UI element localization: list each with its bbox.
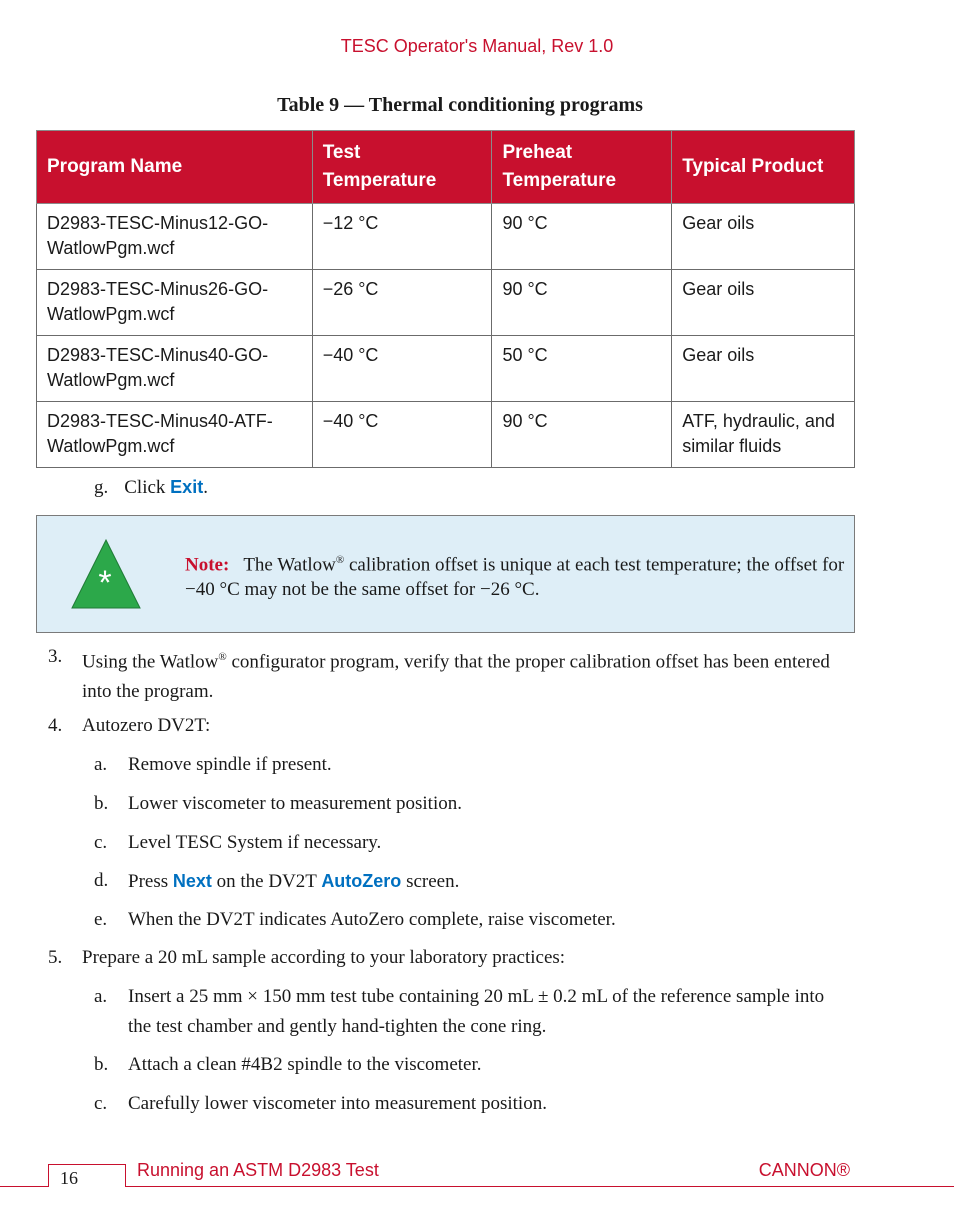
page-number: 16 (60, 1168, 78, 1188)
programs-table (36, 130, 855, 468)
substep-attach-spindle: Attach a clean #4B2 spindle to the viscometer. (128, 1054, 482, 1075)
substep-raise-viscometer: When the DV2T indicates AutoZero complete, raise viscometer. (128, 909, 616, 930)
note-body: The Watlow (243, 554, 336, 576)
step-marker: g. (94, 477, 109, 498)
note-callout (36, 515, 855, 633)
table-cell-program: D2983-TESC-Minus26-GO- WatlowPgm.wcf (37, 270, 313, 336)
table-cell-preheat-temp: 90 °C (492, 270, 672, 336)
table-header-row (37, 131, 855, 204)
substep-text: screen. (401, 871, 460, 892)
step-3 (82, 642, 854, 707)
step-4-marker: 4. (48, 715, 63, 736)
next-button-reference: Next (172, 871, 212, 891)
table-row (37, 270, 855, 336)
table-row (37, 204, 855, 270)
step-3-text: Using the Watlow (82, 651, 219, 673)
table-cell-preheat-temp: 90 °C (492, 204, 672, 270)
svg-text:*: * (98, 564, 112, 602)
substep-lower-viscometer-measure: Carefully lower viscometer into measurement position. (128, 1093, 547, 1114)
column-header-program-name: Program Name (37, 131, 313, 204)
table-cell-preheat-temp: 50 °C (492, 336, 672, 402)
substep-marker: b. (94, 1054, 109, 1075)
footer-section-title: Running an ASTM D2983 Test (137, 1160, 379, 1180)
step-3-marker: 3. (48, 646, 63, 667)
table-cell-test-temp: −12 °C (312, 204, 492, 270)
substep-level-system: Level TESC System if necessary. (128, 832, 382, 853)
substep-marker: b. (94, 793, 109, 814)
substep-text: on the DV2T (211, 871, 322, 892)
table-cell-program: D2983-TESC-Minus40-ATF- WatlowPgm.wcf (37, 402, 313, 468)
table-row (37, 402, 855, 468)
asterisk-triangle-icon (70, 538, 142, 610)
table-cell-test-temp: −40 °C (312, 336, 492, 402)
step-3-text-rest: configurator program, verify that the proper calibration offset has been entered into the program. (82, 651, 830, 703)
step-text: Click (124, 477, 171, 498)
step-text-suffix: . (203, 477, 208, 498)
table-cell-preheat-temp: 90 °C (492, 402, 672, 468)
substep-text: Press (128, 871, 173, 892)
step-4-text: Autozero DV2T: (82, 715, 211, 736)
step-g (94, 472, 208, 503)
substep-marker: c. (94, 1093, 108, 1114)
substep-marker: e. (94, 909, 108, 930)
table-row (37, 336, 855, 402)
autozero-screen-reference: AutoZero (321, 871, 402, 891)
column-header-test-temperature: Test Temperature (312, 131, 492, 204)
footer-brand: CANNON® (758, 1160, 850, 1180)
table-cell-product: Gear oils (672, 336, 855, 402)
column-header-typical-product: Typical Product (672, 131, 855, 204)
substep-marker: c. (94, 832, 108, 853)
substep-marker: d. (94, 870, 109, 891)
step-5-marker: 5. (48, 947, 63, 968)
registered-mark: ® (335, 554, 345, 566)
table-cell-program: D2983-TESC-Minus12-GO- WatlowPgm.wcf (37, 204, 313, 270)
registered-mark: ® (218, 651, 227, 663)
substep-lower-viscometer: Lower viscometer to measurement position. (128, 793, 462, 814)
step-5-text: Prepare a 20 mL sample according to your laboratory practices: (82, 947, 566, 968)
footer-rule (0, 1186, 954, 1187)
note-label: Note: (185, 554, 230, 576)
substep-marker: a. (94, 986, 108, 1007)
note-body-rest: calibration offset is unique at each test temperature; the offset for −40 °C may not be the same offset for −26 °C. (185, 554, 845, 601)
table-cell-product: Gear oils (672, 204, 855, 270)
running-header: TESC Operator's Manual, Rev 1.0 (340, 36, 614, 56)
column-header-preheat-temperature: Preheat Temperature (492, 131, 672, 204)
substep-insert-test-tube: Insert a 25 mm × 150 mm test tube containing 20 mL ± 0.2 mL of the reference sample into the test chamber and gently hand-tighten the cone ring. (128, 986, 825, 1037)
note-text (185, 548, 845, 602)
table-cell-test-temp: −40 °C (312, 402, 492, 468)
table-cell-product: Gear oils (672, 270, 855, 336)
substep-marker: a. (94, 754, 108, 775)
substep-press-next (128, 866, 459, 897)
table-cell-program: D2983-TESC-Minus40-GO- WatlowPgm.wcf (37, 336, 313, 402)
table-cell-test-temp: −26 °C (312, 270, 492, 336)
exit-button-reference: Exit (170, 477, 204, 497)
table-cell-product: ATF, hydraulic, and similar fluids (672, 402, 855, 468)
substep-remove-spindle: Remove spindle if present. (128, 754, 332, 775)
table-caption: Table 9 — Thermal conditioning programs (277, 94, 643, 116)
